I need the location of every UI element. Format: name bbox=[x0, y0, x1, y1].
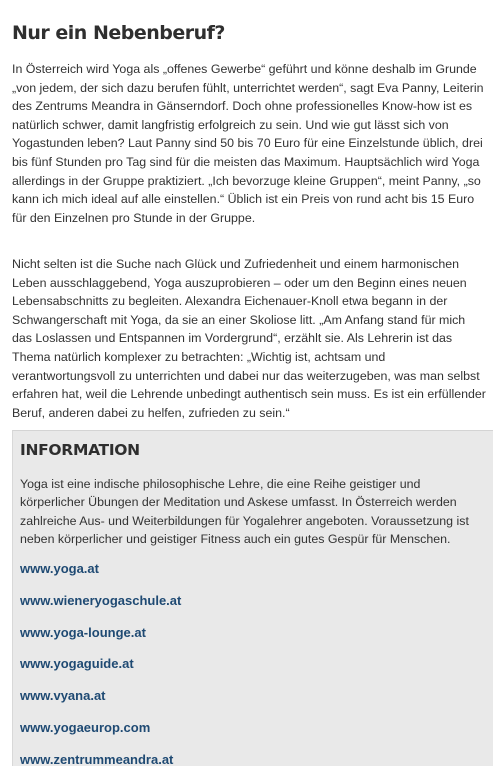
link-item bbox=[20, 591, 181, 623]
link-yogaguide[interactable]: www.yogaguide.at bbox=[20, 656, 134, 672]
information-title: INFORMATION bbox=[20, 441, 140, 459]
link-item bbox=[20, 654, 181, 686]
link-wieneryogaschule[interactable]: www.wieneryogaschule.at bbox=[20, 592, 182, 608]
link-item bbox=[20, 718, 181, 750]
link-item bbox=[20, 623, 181, 655]
link-yogaeurop[interactable]: www.yogaeurop.com bbox=[20, 719, 151, 735]
information-links bbox=[20, 559, 181, 766]
link-yoga[interactable]: www.yoga.at bbox=[20, 561, 99, 576]
link-item bbox=[20, 686, 181, 718]
link-zentrummeandra[interactable]: www.zentrummeandra.at bbox=[20, 751, 174, 766]
link-yoga-lounge[interactable]: www.yoga-lounge.at bbox=[20, 624, 146, 640]
information-box bbox=[12, 430, 493, 766]
article-paragraph-1: In Österreich wird Yoga als „offenes Gewerbe“ geführt und könne deshalb im Grunde „von jedem, der sich dazu berufen fühlt, unterrichtet werden“, sagt Eva Panny, Leiterin des Zentrums Meandra in Gänserndorf. Doch ohne professionelles Know-how ist es natürlich schwer, damit langfristig erfolgreich zu sein. Und wie gut lässt sich von Yogastunden leben? Laut Panny sind 50 bis 70 Euro für eine Einzelstunde üblich, drei bis fünf Stunden pro Tag sind für die meisten das Maximum. Hauptsächlich wird Yoga allerdings in der Gruppe praktiziert. „Ich bevorzuge kleine Gruppen“, meint Panny, „so kann ich mich ideal auf alle einstellen.“ Üblich ist ein Preis von rund acht bis 15 Euro für den Einzelnen pro Stunde in der Gruppe. bbox=[12, 62, 484, 225]
article-paragraph-2: Nicht selten ist die Suche nach Glück und Zufriedenheit und einem harmonischen Leben ausschlaggebend, Yoga auszuprobieren – oder um den Beginn eines neuen Lebensabschnitts zu begleiten. Alexandra Eichenauer-Knoll etwa begann in der Schwangerschaft mit Yoga, da sie an einer Skoliose litt. „Am Anfang stand für mich das Loslassen und Entspannen im Vordergrund“, erzählt sie. Als Lehrerin ist das Thema natürlich komplexer zu betrachten: „Wichtig ist, achtsam und verantwortungsvoll zu unterrichten und dabei nur das weiterzugeben, was man selbst erfahren hat, weil die Lehrende unbedingt authentisch sein muss. Es ist ein erfüllender Beruf, anderen dabei zu helfen, zufrieden zu sein.“ bbox=[12, 257, 486, 420]
link-item bbox=[20, 559, 181, 591]
information-text: Yoga ist eine indische philosophische Lehre, die eine Reihe geistiger und körperlicher Übungen der Meditation und Askese umfasst. In Österreich werden zahlreiche Aus- und Weiterbildungen für Yogalehrer angeboten. Voraussetzung ist neben körperlicher und geistiger Fitness auch ein gutes Gespür für Menschen. bbox=[20, 477, 469, 546]
link-item bbox=[20, 750, 181, 766]
article-heading: Nur ein Nebenberuf? bbox=[12, 22, 225, 44]
link-vyana[interactable]: www.vyana.at bbox=[20, 688, 106, 704]
